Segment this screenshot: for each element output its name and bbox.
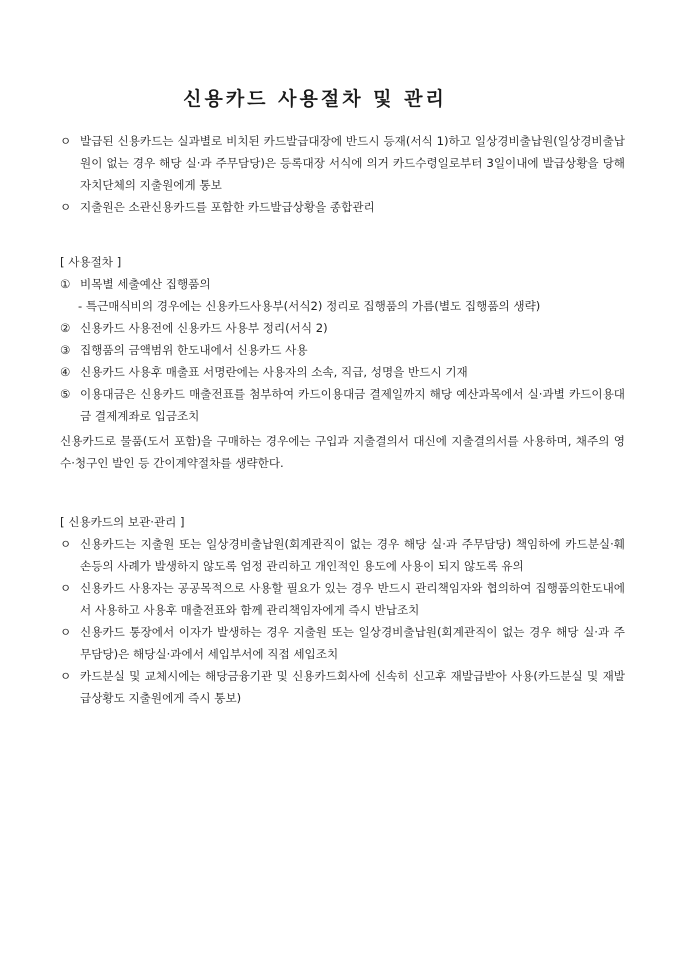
- step-number: ④: [60, 365, 71, 379]
- storage-item-text: 신용카드는 지출원 또는 일상경비출납원(회계관직이 없는 경우 해당 실·과 주무담당) 책임하에 카드분실·훼손등의 사례가 발생하지 않도록 엄정 관리하고 개인적인 용도에 사용이 되지 않도록 유의: [80, 537, 625, 573]
- step-number: ③: [60, 343, 71, 357]
- bullet-mark: ㅇ: [60, 581, 72, 595]
- bullet-mark: ㅇ: [60, 134, 72, 148]
- procedure-substep: [60, 295, 625, 317]
- storage-item: [60, 665, 625, 709]
- intro-item: [60, 130, 625, 196]
- storage-item: [60, 533, 625, 577]
- bullet-mark: ㅇ: [60, 537, 72, 551]
- substep-text: - 특근매식비의 경우에는 신용카드사용부(서식2) 정리로 집행품의 가름(별도 집행품의 생략): [78, 299, 541, 313]
- intro-item-text: 발급된 신용카드는 실과별로 비치된 카드발급대장에 반드시 등재(서식 1)하고 일상경비출납원(일상경비출납원이 없는 경우 해당 실·과 주무담당)은 등록대장 서식에 의거 카드수령일로부터 3일이내에 발급상황을 당해 자치단체의 지출원에게 통보: [80, 134, 625, 192]
- storage-item: [60, 577, 625, 621]
- bullet-mark: ㅇ: [60, 625, 72, 639]
- procedure-section: [60, 251, 625, 427]
- procedure-step: [60, 339, 625, 361]
- intro-item: [60, 196, 625, 218]
- intro-section: [60, 130, 625, 218]
- step-text: 집행품의 금액범위 한도내에서 신용카드 사용: [80, 343, 308, 357]
- bullet-mark: ㅇ: [60, 200, 72, 214]
- storage-heading: [ 신용카드의 보관·관리 ]: [60, 515, 185, 529]
- step-number: ⑤: [60, 387, 71, 401]
- procedure-step: [60, 383, 625, 427]
- step-text: 이용대금은 신용카드 매출전표를 첨부하여 카드이용대금 결제일까지 해당 예산과목에서 실·과별 카드이용대금 결제계좌로 입금조치: [80, 387, 625, 423]
- procedure-step: [60, 361, 625, 383]
- page-title: 신용카드 사용절차 및 관리: [183, 88, 447, 110]
- bullet-mark: ㅇ: [60, 669, 72, 683]
- procedure-step: [60, 317, 625, 339]
- intro-item-text: 지출원은 소관신용카드를 포함한 카드발급상황을 종합관리: [80, 200, 375, 214]
- storage-item-text: 신용카드 통장에서 이자가 발생하는 경우 지출원 또는 일상경비출납원(회계관직이 없는 경우 해당 실·과 주무담당)은 해당실·과에서 세입부서에 직접 세입조치: [80, 625, 625, 661]
- storage-item: [60, 621, 625, 665]
- step-number: ①: [60, 277, 71, 291]
- procedure-step: [60, 273, 625, 295]
- storage-section: [60, 511, 625, 709]
- storage-item-text: 카드분실 및 교체시에는 해당금융기관 및 신용카드회사에 신속히 신고후 재발급받아 사용(카드분실 및 재발급상황도 지출원에게 즉시 통보): [80, 669, 625, 705]
- step-text: 비목별 세출예산 집행품의: [80, 277, 211, 291]
- procedure-note: 신용카드로 물품(도서 포함)을 구매하는 경우에는 구입과 지출결의서 대신에 지출결의서를 사용하며, 채주의 영수·청구인 발인 등 간이계약절차를 생략한다.: [60, 434, 625, 470]
- step-text: 신용카드 사용후 매출표 서명란에는 사용자의 소속, 직급, 성명을 반드시 기재: [80, 365, 468, 379]
- step-number: ②: [60, 321, 71, 335]
- storage-item-text: 신용카드 사용자는 공공목적으로 사용할 필요가 있는 경우 반드시 관리책임자와 협의하여 집행품의한도내에서 사용하고 사용후 매출전표와 함께 관리책임자에게 즉시 반납조치: [80, 581, 625, 617]
- step-text: 신용카드 사용전에 신용카드 사용부 정리(서식 2): [80, 321, 328, 335]
- procedure-heading: [ 사용절차 ]: [60, 255, 122, 269]
